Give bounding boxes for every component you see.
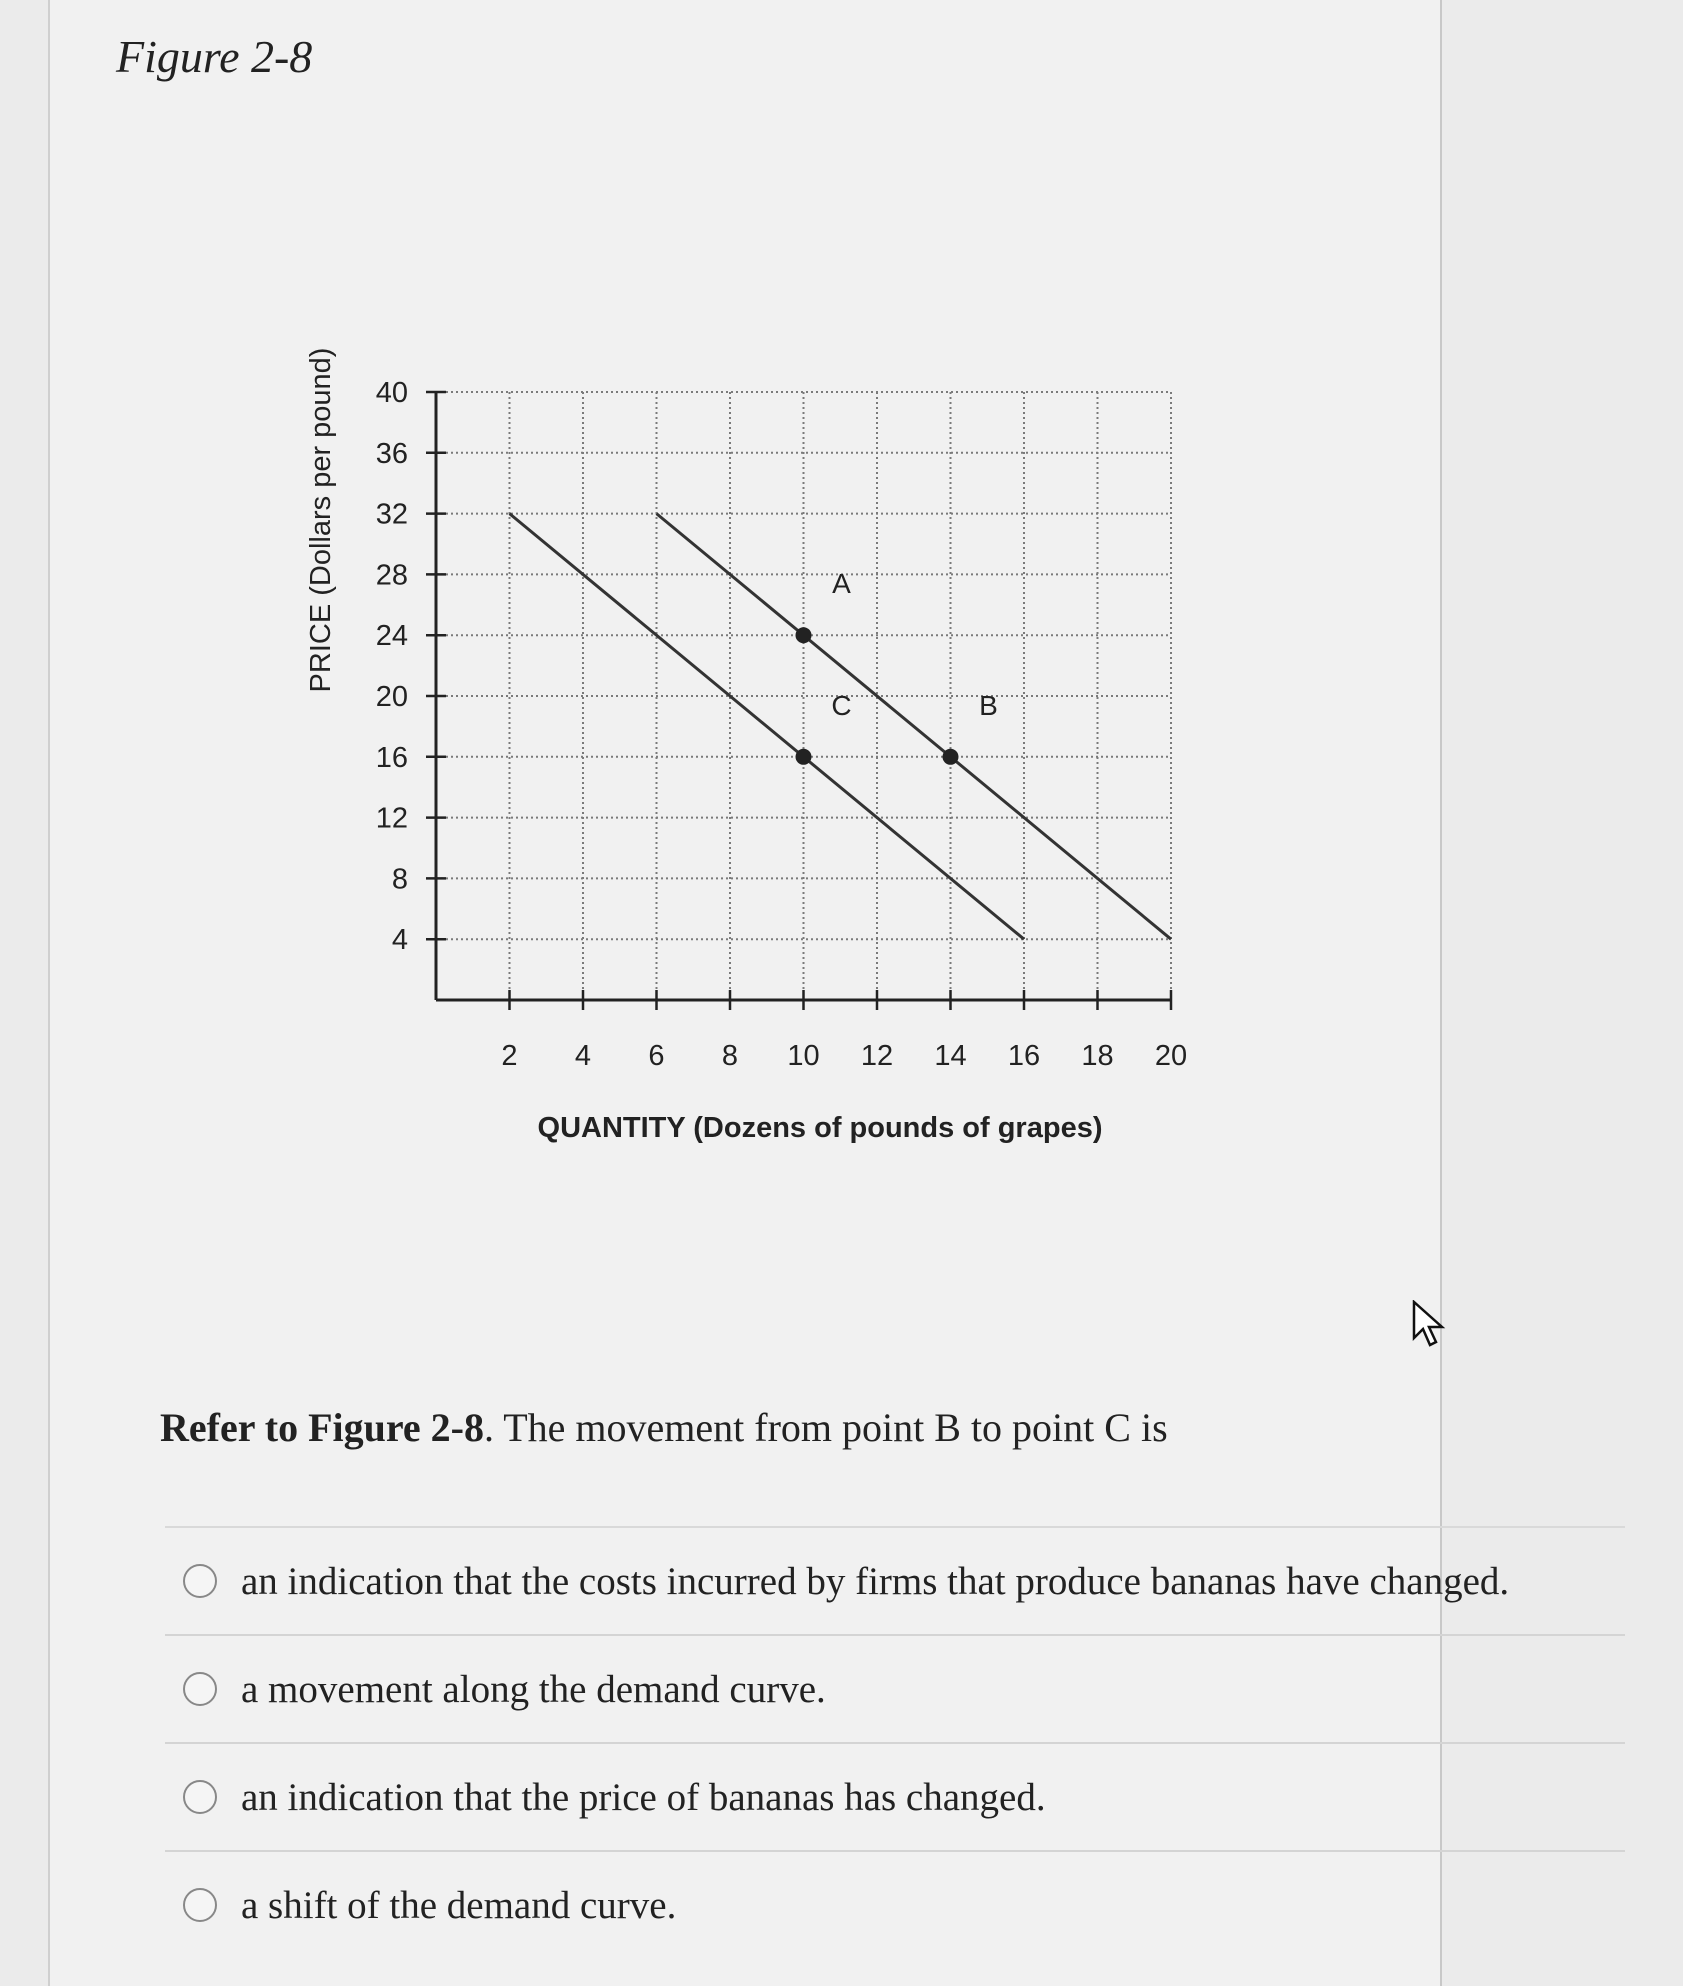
chart-ticks (376, 377, 1187, 1072)
x-tick-label: 4 (574, 1040, 592, 1072)
figure-reference: Refer to Figure 2-8 (160, 1405, 484, 1450)
y-axis-label: PRICE (Dollars per pound) (305, 347, 337, 693)
question-text (160, 1404, 1168, 1451)
y-tick-label: 36 (375, 437, 408, 470)
answer-option[interactable] (165, 1634, 1625, 1742)
figure-title: Figure 2-8 (116, 31, 313, 82)
radio-button[interactable] (183, 1672, 217, 1706)
y-tick-label: 40 (375, 377, 408, 409)
x-tick-label: 6 (648, 1040, 665, 1072)
x-tick-label: 20 (1154, 1040, 1188, 1072)
demand-curve-line (657, 514, 1172, 940)
x-tick-label: 16 (1007, 1040, 1041, 1072)
data-point-label: A (832, 568, 851, 600)
y-tick-label: 32 (375, 498, 408, 531)
y-tick-label: 4 (391, 924, 408, 957)
answer-option[interactable] (165, 1526, 1625, 1634)
data-point (796, 749, 812, 765)
data-point-label: C (831, 689, 852, 721)
option-label: a movement along the demand curve. (241, 1667, 826, 1711)
radio-button[interactable] (183, 1780, 217, 1814)
chart-grid (436, 392, 1171, 1000)
y-tick-label: 20 (375, 681, 408, 713)
demand-chart (290, 220, 1200, 1160)
y-tick-label: 28 (375, 559, 408, 592)
answer-options (165, 1526, 1625, 1958)
y-tick-label: 12 (375, 802, 408, 835)
option-label: an indication that the price of bananas has changed. (241, 1775, 1046, 1819)
answer-option[interactable] (165, 1850, 1625, 1958)
y-tick-label: 16 (375, 741, 408, 774)
x-tick-label: 14 (934, 1040, 967, 1072)
y-tick-label: 24 (375, 620, 408, 653)
x-tick-label: 8 (721, 1040, 739, 1072)
chart-points (796, 568, 998, 765)
radio-button[interactable] (183, 1888, 217, 1922)
demand-curve-line (510, 514, 1025, 940)
data-point (796, 627, 812, 643)
x-tick-label: 10 (787, 1040, 820, 1072)
radio-button[interactable] (183, 1564, 217, 1598)
data-point (943, 749, 959, 765)
answer-option[interactable] (165, 1742, 1625, 1850)
mouse-pointer-icon (1410, 1300, 1450, 1350)
option-label: an indication that the costs incurred by firms that produce bananas have changed. (241, 1559, 1510, 1603)
x-tick-label: 18 (1081, 1040, 1114, 1072)
x-tick-label: 2 (501, 1040, 518, 1072)
x-axis-label: QUANTITY (Dozens of pounds of grapes) (537, 1112, 1103, 1144)
option-label: a shift of the demand curve. (241, 1883, 677, 1927)
x-tick-label: 12 (860, 1040, 894, 1072)
y-tick-label: 8 (391, 863, 408, 896)
question-body: . The movement from point B to point C is (483, 1405, 1168, 1450)
data-point-label: B (979, 689, 998, 721)
